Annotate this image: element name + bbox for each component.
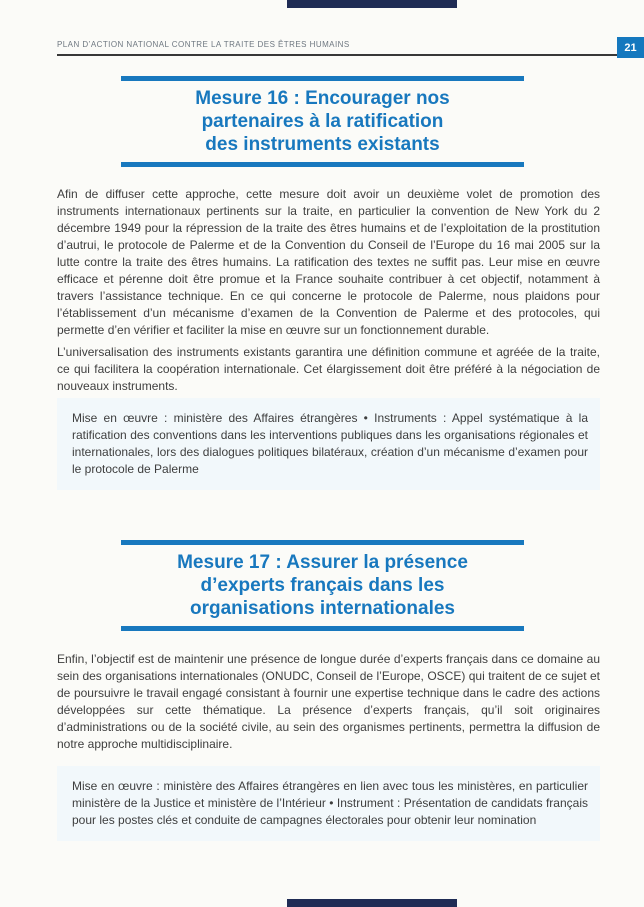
mesure-16-paragraph-2: L’universalisation des instruments existants garantira une définition commune et agréée de la traite, ce qui facilitera la coopération internationale. Cet élargissement doit être préféré à la négociation de nouveaux instruments. <box>57 345 600 393</box>
mesure-16-implementation-block <box>57 398 600 490</box>
mesure-16-title-block <box>121 76 524 167</box>
top-edge-bar <box>287 0 457 8</box>
mesure-17-implementation-block <box>57 766 600 841</box>
title-rule-bottom <box>121 162 524 167</box>
mesure-16-paragraph-1: Afin de diffuser cette approche, cette mesure doit avoir un deuxième volet de promotion des instruments internationaux pertinents sur la traite, en particulier la convention de New York du 2 décembre 1949 pour la répression de la traite des êtres humains et de l’exploitation de la prostitution d’autrui, le protocole de Palerme et de la Convention du Conseil de l’Europe du 16 mai 2005 sur la lutte contre la traite des êtres humains. La ratification des textes ne suffit pas. Leur mise en œuvre efficace et pérenne doit être promue et la France souhaite contribuer à cet objectif, notamment à travers l’assistance technique. En ce qui concerne le protocole de Palerme, nous plaidons pour l’établissement d’un mécanisme d’examen de la Convention de Palerme et des protocoles, qui permette d’en vérifier et faciliter la mise en œuvre sur un fonctionnement durable. <box>57 187 600 337</box>
mesure-16-implementation-text: Mise en œuvre : ministère des Affaires étrangères • Instruments : Appel systématique à la ratification des conventions dans les interventions publiques dans les organisations régionales et internationales, lors des dialogues politiques bilatéraux, création d’un mécanisme d’examen pour le protocole de Palerme <box>72 411 588 476</box>
title-line: Mesure 17 : Assurer la présence <box>177 552 468 573</box>
page-number: 21 <box>624 41 637 54</box>
header-rule <box>57 54 617 56</box>
page-number-badge <box>617 37 644 58</box>
mesure-17-title-block <box>121 540 524 631</box>
title-rule-top <box>121 76 524 81</box>
title-line: partenaires à la ratification <box>201 111 444 132</box>
running-title: PLAN D’ACTION NATIONAL CONTRE LA TRAITE DES ÊTRES HUMAINS <box>57 40 350 49</box>
title-line: d’experts français dans les <box>200 575 445 596</box>
bottom-edge-bar <box>287 899 457 907</box>
mesure-16-title <box>121 87 524 156</box>
mesure-17-title <box>121 551 524 620</box>
title-line: Mesure 16 : Encourager nos <box>195 88 450 109</box>
title-rule-top <box>121 540 524 545</box>
mesure-17-implementation-text: Mise en œuvre : ministère des Affaires étrangères en lien avec tous les ministères, en particulier ministère de la Justice et ministère de l’Intérieur • Instrument : Présentation de candidats français pour les postes clés et conduite de campagnes électorales pour obtenir leur nomination <box>72 779 588 827</box>
mesure-17-paragraph-1: Enfin, l’objectif est de maintenir une présence de longue durée d’experts français dans ce domaine au sein des organisations internationales (ONUDC, Conseil de l’Europe, OSCE) qui traitent de ce sujet et de poursuivre le travail engagé consistant à fournir une expertise technique dans le cadre des actions développées sur cette thématique. La présence d’experts français, qu’il soit originaires d’administrations ou de la société civile, au sein des organismes pertinents, permettra la diffusion de notre approche multidisciplinaire. <box>57 652 600 751</box>
title-line: organisations internationales <box>190 598 455 619</box>
title-line: des instruments existants <box>205 134 440 155</box>
title-rule-bottom <box>121 626 524 631</box>
